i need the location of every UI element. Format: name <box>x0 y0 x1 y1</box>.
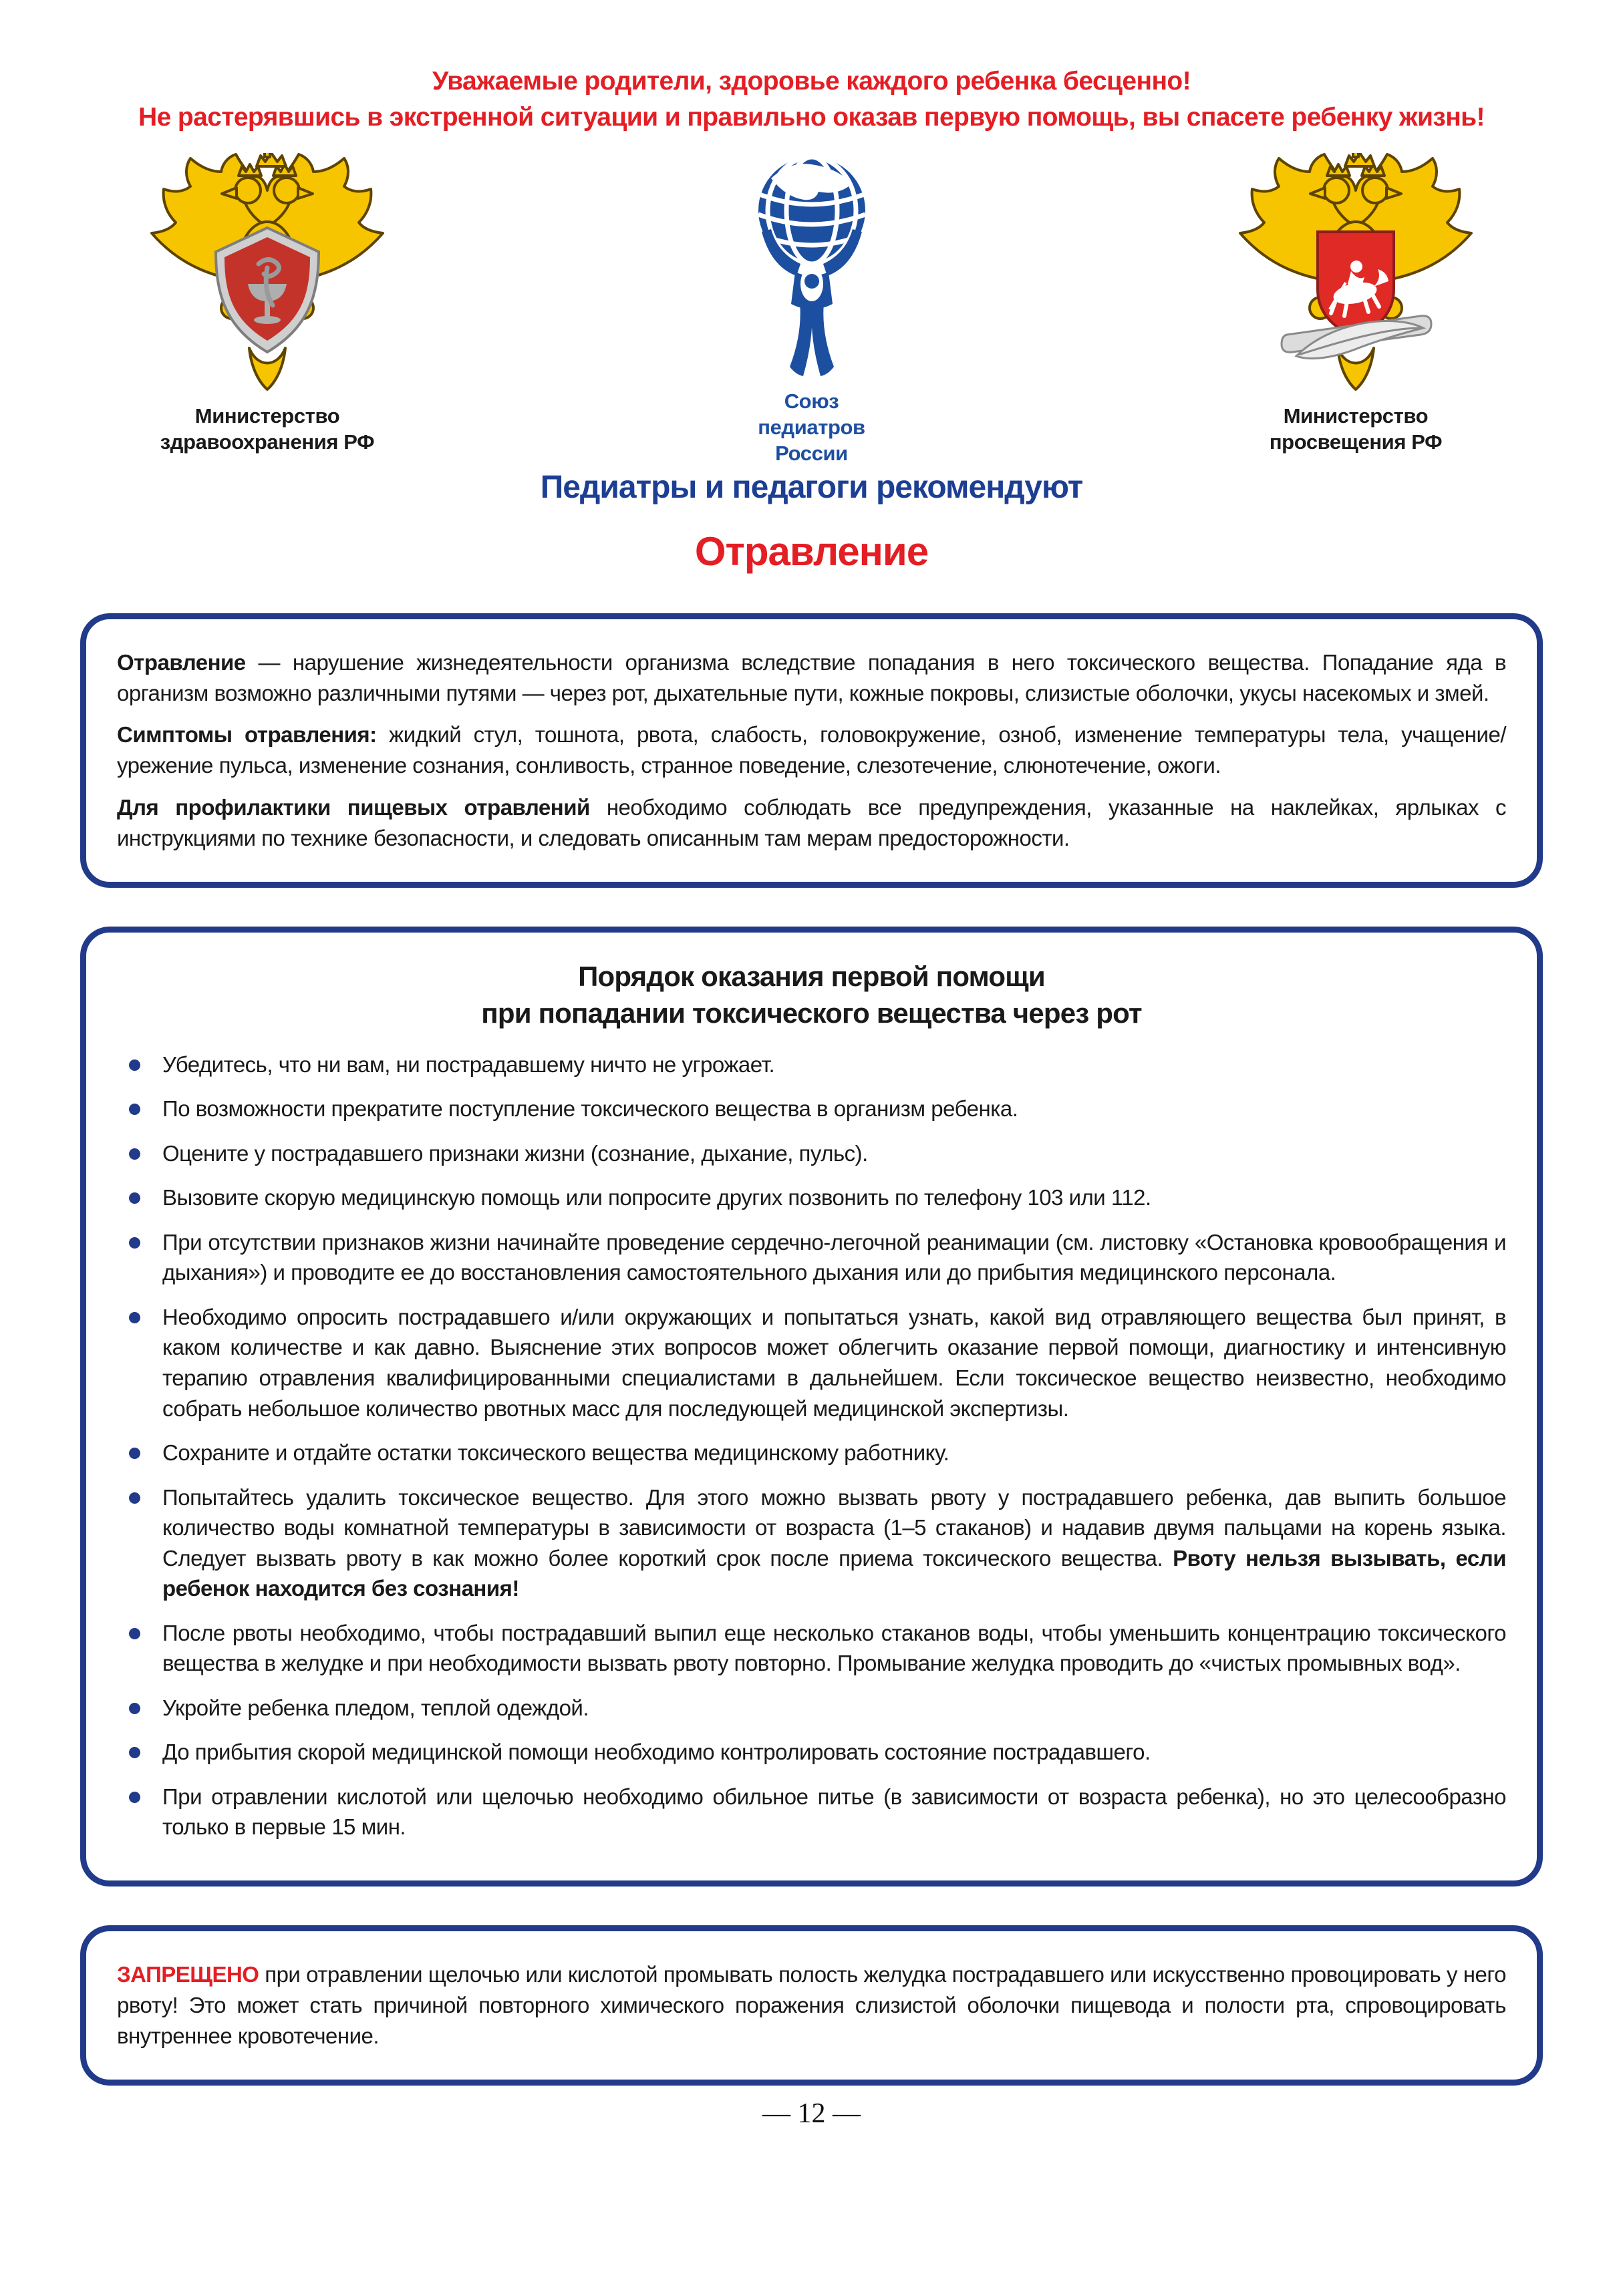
list-item: По возможности прекратите поступление токсического вещества в организм ребенка. <box>124 1094 1506 1124</box>
recommend-title: Педиатры и педагоги рекомендуют <box>540 469 1083 505</box>
symptoms-paragraph: Симптомы отравления: жидкий стул, тошнота, рвота, слабость, головокружение, озноб, изменение температуры тела, учащение/урежение пульса, изменение сознания, сонливость, странное поведение, слезотечение, слюнотечение, ожоги. <box>117 722 1506 778</box>
list-item: Попытайтесь удалить токсическое вещество. Для этого можно вызвать рвоту у пострадавшего ребенка, дав выпить большое количество воды комнатной температуры в зависимости от возраста (1–5 стаканов) и надавив двумя пальцами на корень языка. Следует вызвать рвоту в как можно более короткий срок после приема токсического вещества. Рвоту нельзя вызывать, если ребенок находится без сознания! <box>124 1482 1506 1604</box>
forbidden-label: ЗАПРЕЩЕНО <box>117 1961 259 1987</box>
list-item: Оцените у пострадавшего признаки жизни (сознание, дыхание, пульс). <box>124 1138 1506 1169</box>
list-item: Укройте ребенка пледом, теплой одеждой. <box>124 1693 1506 1724</box>
page-title: Отравление <box>694 528 929 574</box>
definition-paragraph: Отравление — нарушение жизнедеятельности организма вследствие попадания в него токсического вещества. Попадание яда в организм возможно различными путями — через рот, дыхательные пути, кожные покровы, слизистые оболочки, укусы насекомых и змей. <box>117 649 1506 705</box>
minpros-coat-of-arms-icon <box>1199 153 1513 393</box>
list-item: Убедитесь, что ни вам, ни пострадавшему ничто не угрожает. <box>124 1049 1506 1080</box>
header-appeal-line-2: Не растерявшись в экстренной ситуации и правильно оказав первую помощь, вы спасете ребенку жизнь! <box>138 102 1485 132</box>
list-item: После рвоты необходимо, чтобы пострадавший выпил еще несколько стаканов воды, чтобы уменьшить концентрацию токсического вещества в желудке и при необходимости вызвать рвоту повторно. Промывание желудка проводить до «чистых промывных вод». <box>124 1618 1506 1679</box>
procedure-box <box>80 927 1543 1887</box>
emblem-pediatric-union <box>672 153 952 466</box>
emblem-minzdrav-caption: Министерство здравоохранения РФ <box>160 403 375 454</box>
prevention-paragraph: Для профилактики пищевых отравлений необходимо соблюдать все предупреждения, указанные на наклейках, ярлыках с инструкциями по технике безопасности, и следовать описанным там мерам предосторожности. <box>117 794 1506 850</box>
emblem-row <box>80 153 1543 466</box>
header-appeal-line-1: Уважаемые родители, здоровье каждого ребенка бесценно! <box>432 67 1191 96</box>
definition-box <box>80 613 1543 888</box>
pediatric-union-logo-icon <box>748 153 875 385</box>
warning-paragraph: ЗАПРЕЩЕНО при отравлении щелочью или кислотой промывать полость желудка пострадавшего или искусственно провоцировать у него рвоту! Это может стать причиной повторного химического поражения слизистой оболочки пищевода и полости рта, спровоцировать внутреннее кровотечение. <box>117 1961 1506 2049</box>
warning-box <box>80 1925 1543 2086</box>
minzdrav-coat-of-arms-icon <box>110 153 424 393</box>
list-item: При отсутствии признаков жизни начинайте проведение сердечно-легочной реанимации (см. листовку «Остановка кровообращения и дыхания») и проводите ее до восстановления самостоятельного дыхания или до прибытия медицинского персонала. <box>124 1227 1506 1288</box>
procedure-list <box>117 1049 1506 1863</box>
emblem-minzdrav <box>80 153 454 455</box>
emblem-minpros <box>1169 153 1543 455</box>
emblem-minpros-caption: Министерство просвещения РФ <box>1269 403 1443 454</box>
procedure-title: Порядок оказания первой помощи при попадании токсического вещества через рот <box>481 960 1142 1029</box>
list-item: При отравлении кислотой или щелочью необходимо обильное питье (в зависимости от возраста ребенка), но это целесообразно только в первые 15 мин. <box>124 1782 1506 1842</box>
list-item: Вызовите скорую медицинскую помощь или попросите других позвонить по телефону 103 или 112. <box>124 1182 1506 1213</box>
list-item: Сохраните и отдайте остатки токсического вещества медицинскому работнику. <box>124 1438 1506 1468</box>
list-item: Необходимо опросить пострадавшего и/или окружающих и попытаться узнать, какой вид отравляющего вещества был принят, в каком количестве и как давно. Выяснение этих вопросов может облегчить оказание первой помощи, диагностику и интенсивную терапию отравления квалифицированными специалистами в дальнейшем. Если токсическое вещество неизвестно, необходимо собрать небольшое количество рвотных масс для последующей медицинской экспертизы. <box>124 1302 1506 1424</box>
list-item: До прибытия скорой медицинской помощи необходимо контролировать состояние пострадавшего. <box>124 1737 1506 1768</box>
emblem-pediatric-union-caption: Союз педиатров России <box>758 389 865 465</box>
page-number: — 12 — <box>762 2098 861 2130</box>
